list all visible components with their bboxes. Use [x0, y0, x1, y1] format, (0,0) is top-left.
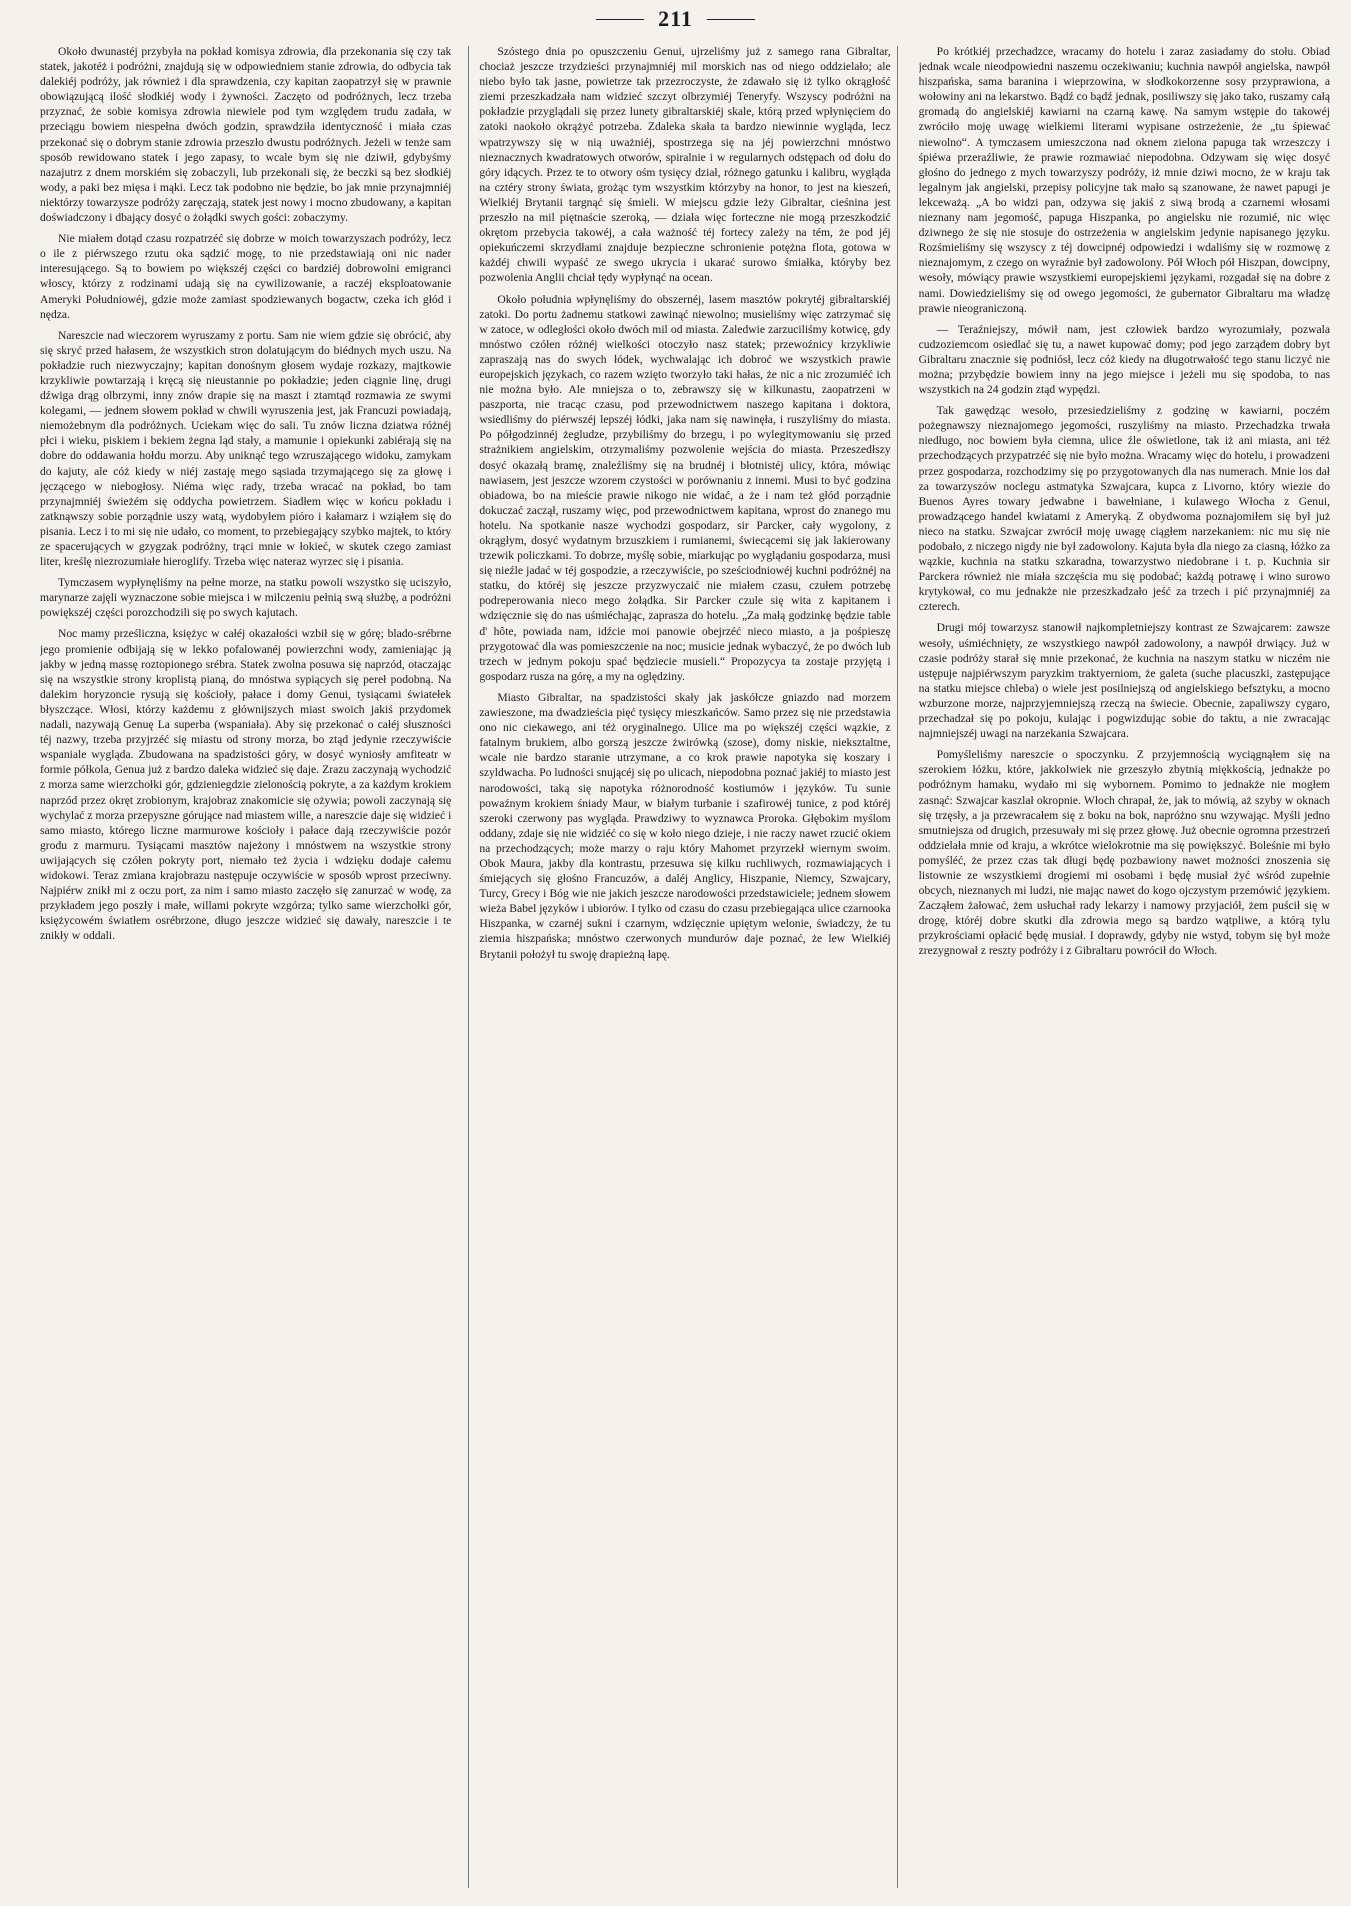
- page-header: [0, 6, 1351, 32]
- page-number: 211: [658, 6, 693, 31]
- article-columns: [40, 44, 1330, 1890]
- paragraph: Nareszcie nad wieczorem wyruszamy z portu. Sam nie wiem gdzie się obrócić, aby się skryć przed hałasem, że wszystkich stron dolatującym do biédnych mych uszu. Na pokładzie ruch niezwyczajny; kapitan donośnym głosem wydaje rozkazy, majtkowie krzykliwie powtarzają i kręcą się nieustannie po pokładzie; jeden ciągnie linę, drugi dźwiga drąg olbrzymi, inny znów drapie się na maszt i ztamtąd rozmawia ze swymi kolegami, — jednem słowem pokład w chwili wyruszenia jest, jak Francuzi powiadają, niemożebnym dla podróżnych. Uciekam więc do sali. Tu znów liczna dziatwa różnéj płci i wieku, piskiem i bekiem żegna ląd stały, a mamunie i opiekunki zabiérają się na dobre do oddawania hołdu morzu. Aby uniknąć tego wzruszającego widoku, zamykam do kajuty, ale cóż kiedy w niéj zastaję mego sąsiada trzymającego się za głowę i jęczącego w niebogłosy. Niéma więc rady, trzeba wracać na pokład, bo tam przynajmniéj świeżém się oddycha powietrzem. Siadłem więc w końcu pokładu i zatknąwszy sobie porządnie uszy watą, wydobyłem pióro i kałamarz i wziąłem się do pisania. Lecz i to mi się nie udało, co moment, to przebiegający szybko majtek, to który ze spacerujących w gzygzak podróżny, trąci mnie w łokieć, w skutek czego zamiast liter, kreślę niezrozumiałe hieroglify. Trzeba więc naterаz wyrzec się i pisania.: [40, 328, 452, 569]
- paragraph: Miasto Gibraltar, na spadzistości skały jak jaskółcze gniazdo nad morzem zawieszone, ma dwadzieścia pięć tysięcy mieszkańców. Samo przez się nie przedstawia ono nic ciekawego, ani téż oryginalnego. Ulice ma po większéj części wązkie, z fatalnym brukiem, albo gorszą jeszcze żwirówką (szose), domy niskie, nieksztaltne, wcale nie bardzo staranie utrzymane, a co krok prawie napotyka się koszary i szyldwacha. Po ludności snującéj się po ulicach, niepodobna poznać jakiéj to miasto jest narodowości, taką się napotyka różnorodność kostiumów i języków. Tu sunie powaźnym krokiem śniady Maur, w białym turbanie i szafirowéj tunice, z pod któréj szeroki czerwony pas wygląda. Prawdziwy to wyznawca Proroka. Głębokim myślom oddany, zdaje się nie widziéć co się w koło niego dzieje, i nie raczy nawet rzucić okiem na przechodzących; może marzy o raju który Mahomet przyrzekł wiernym swoim. Obok Maura, jakby dla kontrastu, przesuwa się kilku ruchliwych, rozmawiających i śmiejących się głośno Francuzów, a daléj Anglicy, Hiszpanie, Niemcy, Szwajcary, Turcy, Grecy i Bóg wie nie jakich jeszcze narodowości przedstawiciele; jednem słowem wieża Babel języków i ubiorów. I tylko od czasu do czasu przebiegająca ulice czarnooka Hiszpanka, w czarnéj sukni i czarnym, wdzięcznie upiętym welonie, świadczy, że tu ziemia hiszpańska; mnóstwo czerwonych mundurów daje poznać, że lew Wielkiéj Brytanii położył tu swoję drapieżną łapę.: [479, 690, 891, 961]
- column-3: [919, 44, 1330, 1890]
- paragraph: Tak gawędząc wesoło, przesiedzieliśmy z godzinę w kawiarni, poczém pożegnawszy nieznajomego jegomości, ruszyliśmy na miasto. Przechadzka trwała niedługo, noc bowiem była ciemna, ulice źle oświetlone, tak iż ani miasta, ani téż przechodzących przypatrzéć się nie było można. Wracamy więc do hotelu, i prowadzeni przez gospodarza, rozchodzimy się po przygotowanych dla nas numerach. Mnie los dał za towarzyszów noclegu astmatyka Szwajcara, kupca z Livorno, który wiezie do Buenos Ayres towary jedwabne i bawełniane, i kulawego Włocha z Genui, prowadzącego handel kwiatami z Ameryką. Z obydwoma poznajomiłem się był już nieco na statku. Szwajcar zwrócił moję uwagę ciągłem narzekaniem: nic mu się nie podobało, z niczego nigdy nie był zadowolony. Kajuta była dla niego za ciasną, łóżko za wązkie, kuchnia na statku szkaradna, towarzystwo niedobrane i t. p. Kuchnia sir Parckera również nie miała szczęścia mu się podobać; każdą potrawę i wino surowo krytykował, co mu jednakże nie przeszkadzało jeść za trzech i pić przynajmniéj za czterech.: [918, 404, 1330, 614]
- paragraph: Około południa wpłynęliśmy do obszernéj, lasem masztów pokrytéj gibraltarskiéj zatoki. Do portu żadnemu statkowi zawinąć niewolno; musieliśmy więc zatrzymać się w zatoce, w odległości około dwóch mil od miasta. Zaledwie zarzuciliśmy kotwicę, gdy mnóstwo czółen różnéj wielkości otoczyło nasz statek; przewoźnicy krzykliwie zapraszają nas do swych łódek, wychwalając ich dobroć we wszystkich prawie europejskich językach, co razem wzięto tworzyło taki hałas, że nic a nic zrozumiéć ich nie można było. Ale mniejsza o to, zebrawszy się w kilkunastu, zaopatrzeni w paszporta, nie tracąc czasu, pod przewodnictwem naszego kapitana i doktora, wsiedliśmy do piérwszéj lepszéj łódki, jaka nam się nawinęła, i ruszyliśmy do miasta. Po półgodzinnéj żegludze, przybiliśmy do brzegu, i po wylegitymowaniu się przed strażnikiem angielskim, otrzymaliśmy pozwolenie wejścia do miasta. Przeszedłszy dosyć okazałą bramę, znaleźliśmy się na brudnéj i błotnistéj ulicy, która, mówiąc nawiasem, jest jeszcze wzorem czystości w porównaniu z innemi. Musi to być godzina obiadowa, bo na mieście prawie nikogo nie widać, a że i nam też głód porządnie dokuczać zaczął, ruszamy więc, pod przewodnictwem kapitana, wprost do znanego mu hotelu. Na spotkanie nasze wychodzi gospodarz, sir Parcker, cały wygolony, z okrągłym, dosyć wydatnym brzuszkiem i rumianemi, świecącemi się jak lakierowany trzewik policzkami. To dobrze, myślę sobie, miarkując po wyglądaniu gospodarza, musi się nieźle jadać w téj gospodzie, a rzeczywiście, po sześciodniowéj kuchni podróżnéj na statku, do któréj się jeszcze przyzwyczaić nie miałem czasu, czułem potrzebę podreperowania nieco mego żołądka. Sir Parcker czule się wita z kapitanem i wdzięcznie się do nas uśmiéchając, zaprasza do hotelu. „Za małą godzinkę będzie table d' hôte, powiada nam, idźcie moi panowie obejrzéć nieco miasto, a ja pośpieszę przygotować dla was pomieszczenie na noc; musicie jednak wybaczyć, że po dwóch lub trzech w jednym pokoju spać będziecie musieli.“ Propozycya ta zostaje przyjętą i gospodarz rusza na górę, a my na oględziny.: [479, 292, 891, 683]
- column-2: [479, 44, 890, 1890]
- paragraph: Tymczasem wypłynęliśmy na pełne morze, na statku powoli wszystko się uciszyło, marynarze zajęli wyznaczone sobie miejsca i w milczeniu pełnią swą służbę, a podróżni powiększéj części porozchodzili się po swych kajutach.: [40, 576, 452, 620]
- paragraph: Drugi mój towarzysz stanowił najkompletniejszy kontrast ze Szwajcarem: zawsze wesoły, uśmiéchnięty, ze wszystkiego nawpół zadowolony, a nawpół drwiący. Już w czasie podróży starał się mnie przekonać, że kuchnia na naszym statku w niczém nie ustępuje najpiérwszym paryzkim traktyerniom, że galeta (suche placuszki, zastępujące na statku miejsce chleba) o wiele jest posilniejszą od angielskiego befsztyku, a mocno wzburzone morze, najprzyjemniejszą rzeczą na świecie. Obecnie, zapaliwszy cygaro, przechadzał się po pokoju, kulając i pogwizdując sobie do taktu, a nie zwracając najmniejszéj uwagi na narzekania Szwajcara.: [918, 621, 1330, 741]
- header-rule-right: [707, 19, 755, 20]
- paragraph: Noc mamy prześliczna, księżyc w całéj okazałości wzbił się w górę; blado-srébrne jego promienie odbijają się w lekko pofalowanéj powierzchni wody, zamieniając ją jakby w jedną massę roztopionego srébra. Statek zwolna posuwa się naprzód, otaczając się na wszystkie strony kroplistą pianą, do mnóstwa sypiących się pereł podobną. Na dalekim horyzoncie rysują się kościoły, pałace i domy Genui, tysiącami światełek błyszczące. Włosi, którzy każdemu z głównijszych miast swoich jakiś przydomek nadali, nazywają Genuę La superba (wspaniała). Aby się przekonać o całéj słuszności téj nazwy, trzeba przyjrzéć się miastu od strony morza, bo ztąd jedynie rzeczywiście wspaniale wygląda. Zbudowana na spadzistości góry, w dosyć wyniosły amfiteatr w formie półkola, Genua już z bardzo daleka widzieć się daje. Zrazu zaczynają wychodzić z morza same wierzchołki gór, gdzieniegdzie zielonością pokryte, a za każdym krokiem naprzód przez okręt zrobionym, krajobraz znakomicie się ożywia; powoli zaczynają się wychylać z morza przepyszne górujące nad miastem wille, a nareszcie daje się widzieć i samo miasto, którego liczne marmurowe kościoły i pałace dają rzeczywiście pozór grodu z marmuru. Tysiącami masztów najeżony i mnóstwem na wszystkie strony uwijających się czółen pokryty port, niemało też życia i wdzięku dodaje całemu widokowi. Teraz zmiana krajobrazu następuje oczywiście w sposób wprost przeciwny. Najpiérw znikł mi z oczu port, za nim i samo miasto zaczęło się zanurzać w wodę, za przykładem jego poszły i małe, willami pokryte wzgórza; tylko same wierzchołki gór, księżycowém światłem osrébrzone, długo jeszcze widzieć się dawały, nareszcie i te znikły w oddali.: [40, 627, 452, 943]
- paragraph: Pomyśleliśmy nareszcie o spoczynku. Z przyjemnością wyciągnąłem się na szerokiem łóżku, które, jakkolwiek nie grzeszyło zbytnią miękkością, jednakże po podróżnym hamaku, wydało mi się wybornem. Pomimo to jednakże nie mogłem zasnąć: Szwajcar kaszlał okropnie. Włoch chrapał, że, jak to mówią, aż szyby w oknach się trzęsły, a ja przewracałem się z boku na bok, napróżno snu wzywając. Myśli jedno smutniejsza od drugich, przesuwały mi się przez głowę. Już obecnie ogromna przestrzeń oddzielała mnie od kraju, a wkrótce wielokrotnie ma się powiększyć. Boleśnie mi było pomyśléć, że przez czas tak długi będę pozbawiony nawet możności znoszenia się listownie ze wszystkiemi drogiemi mi osobami i będę musiał żyć wśród zupełnie obcych, nieznanych mi ludzi, nie mając nawet do kogo ojczystym przemówić językiem. Zacząłem żałować, żem usłuchał rady lekarzy i namowy przyjaciół, żem puścił się w drogę, któréj dobre skutki dla zdrowia mego są bardzo wątpliwe, a którą tylu przykrościami opłacić będę musiał. I doprawdy, gdyby nie wstyd, tobym się był może zrezygnował z reszty podróży i z Gibraltaru powrócił do Włoch.: [918, 748, 1330, 958]
- paragraph: Nie miałem dotąd czasu rozpatrzéć się dobrze w moich towarzyszach podróży, lecz o ile z piérwszego rzutu oka sądzić mogę, to nie przedstawiają oni nic nader interesującego. Są to bowiem po większéj części co bardziéj dobrowolni emigranci włoscy, którzy z rodzinami udają się na cywilizowanie, a raczéj eksploatowanie Ameryki Południowéj, gdzie może zamiast spodziewanych bogactw, czeka ich głód i nędza.: [40, 232, 452, 321]
- paragraph: Około dwunastéj przybyła na pokład komisya zdrowia, dla przekonania się czy tak statek, jakotéż i podróżni, znajdują się w odpowiedniem stanie zdrowia, do odbycia tak dalekiéj podróży, jak również i dla sprawdzenia, czy kapitan zaopatrzył się w prawnie obowiązującą ilość słodkiéj wody i żywności. Zaczęto od podróżnych, lecz trzeba przyznać, że sobie komisya zdrowia niewiele pod tym względem trudu zadała, w przeciągu bowiem niespełna dwóch godzin, sprawdziła identyczność i miała czas przekonać się o dobrym stanie zdrowia przeszło dwustu podróżnych. Jeżeli w tenże sam sposób rewidowano statek i jego zapasy, to wcale bym się nie dziwił, gdybyśmy nazajutrz z dnem morskiém się zobaczyli, lub przekonali się, że beczki są bez słodkiéj wody, a paki bez mięsa i mąki. Lecz tak podobno nie będzie, bo jak mnie przynajmniéj niektórzy towarzysze podróży zaręczają, statek jest nowy i mocno zbudowany, a kapitan doświadczony i dbający dosyć o żołądki swych gości: zobaczymy.: [40, 45, 452, 225]
- paragraph: Szóstego dnia po opuszczeniu Genui, ujrzeliśmy już z samego rana Gibraltar, chociaż jeszcze trzydzieści przynajmniéj mil morskich nas od niego oddzielało; ale niebo było tak jasne, powietrze tak przezroczyste, że zdawało się iż tylko okrągłość ziemi przeszkadzała nam widzieć szczyt olbrzymiéj Teneryfy. Wszyscy podróżni na pokładzie przyglądali się przez lunety gibraltarskiéj skale, którą przed wpłynięciem do zatoki naokoło okrążyć potrzeba. Zdaleka skała ta bardzo niewinnie wygląda, lecz wpatrzywszy się w nią uważniéj, spostrzega się na jéj powierzchni mnóstwo nieznacznych kwadratowych otworów, spiralnie i w regularnych odstępach od dołu do góry idących. Przez te to otwory ośm tysięcy dział, różnego gatunku i kalibru, wygląda na cztéry strony świata, grożąc tym wszystkim którzyby na honor, to jest na kieszeń, Wielkiéj Brytanii targnąć się śmieli. W miejscu gdzie leży Gibraltar, cieśnina jest przeszło na mil piętnaście szeroką, — działa więc fortecznе nie mogą przeszkodzić okrętom przebycia takowéj, a cała ważność téj fortecy zależy na tém, że pod jéj opiekuńczemi skrzydłami znajduje bezpieczne schronienie potężna flota, gotowa w każdéj chwili wypaść ze swego ukrycia i ukarać surowo śmiałka, któryby bez pozwolenia Anglii chciał tędy wypłynąć na ocean.: [479, 45, 891, 285]
- header-rule-left: [596, 19, 644, 20]
- paragraph: — Teraźniejszy, mówił nam, jest człowiek bardzo wyrozumiały, pozwala cudzoziemcom osiedlać się tu, a nawet kupować domy; pod jego zarządem dobry byt Gibraltaru znacznie się podniósł, lecz cóż kiedy na długotrwałość tego stanu liczyć nie można; przybędzie bowiem inny na jego miejsce i jeżeli mu się spodoba, to nas wszystkich na 24 godzin ztąd wypędzi.: [918, 322, 1330, 397]
- column-1: [40, 44, 451, 1890]
- paragraph: Po krótkiéj przechadzce, wracamy do hotelu i zaraz zasiadamy do stołu. Obiad jednak wcale nieodpowiedni naszemu oczekiwaniu; kuchnia nawpół angielska, nawpół hiszpańska, sama baranina i wieprzowina, w słodkokorzenne sosy przyprawiona, a wołowiny ani na lekarstwo. Bądź co bądź jednak, posiliwszy się jako tako, ruszamy całą gromadą do angielskiéj kawiarni na czarną kawę. Na samym wstępie do takowéj zwróciło moję uwagę wielkiemi literami wypisane ostrzeżenie, że „tu śpiewać niewolno“. A tymczasem umieszczona nad oknem zielona papuga tak wrzeszczy i śpiéwa przeraźliwie, że prawie rozmawiać niepodobna. Odzywam się więc dosyć głośno do jednego z mych towarzyszy podróży, iż mnie dziwi mocno, że w kraju tak legalnym jak angielski, przepisy policyjne tak mało są szanowane, że nawet papugi je lekceważą. „A bo widzi pan, odzywa się jakiś z siwą brodą a czarnemi włosami nieznany nam jegomość, papuga Hiszpanka, po angielsku nie rozumié, nic więc dziwnego że się nie stosuje do ostrzeżenia w angielskim jedynie napisanego języku. Rozśmieliśmy się wszyscy z téj dowcipnéj odpowiedzi i wdaliśmy się w rozmowę z nieznajomym, z czego on wyraźnie był zadowolony. Pół Włoch pół Hiszpan, dowcipny, wesoły, mówiący prawie wszystkiemi europejskiemi językami, rozgadał się na dobre z nami. Dowiedzieliśmy się od owego jegomości, że gubernator Gibraltaru ma władzę prawie nieograniczoną.: [918, 45, 1330, 315]
